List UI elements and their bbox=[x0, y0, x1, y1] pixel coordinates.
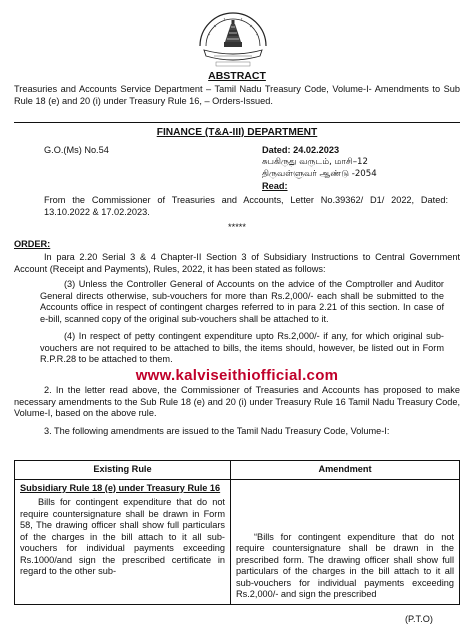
department-heading: FINANCE (T&A-III) DEPARTMENT bbox=[156, 127, 318, 138]
watermark-url: www.kalviseithiofficial.com bbox=[135, 367, 339, 384]
quote-clause-4: (4) In respect of petty contingent expenditure upto Rs.2,000/- if any, for which original sub-vouchers are not required to be attached to bills, the items should, however, be listed out in Form R.P.R.28 to be attached to them. bbox=[40, 331, 444, 365]
tamil-year-line: திருவள்ளுவர் ஆண்டு -2054 bbox=[262, 169, 377, 179]
table-row bbox=[15, 479, 460, 604]
amendment-cell bbox=[231, 479, 460, 604]
dated: Dated: 24.02.2023 bbox=[262, 145, 340, 155]
rule-subheading: Subsidiary Rule 18 (e) under Treasury Rule 16 bbox=[20, 482, 221, 493]
go-number: G.O.(Ms) No.54 bbox=[44, 145, 109, 155]
read-label: Read: bbox=[262, 181, 288, 191]
order-label: ORDER: bbox=[14, 239, 51, 249]
divider-top bbox=[14, 122, 460, 123]
order-para-2: 2. In the letter read above, the Commissioner of Treasuries and Accounts has proposed to make necessary amendments to the Sub Rule 18 (e) and 20 (i) under Treasury Rule 16 Tamil Nadu Treasury Code, Volume-I, based on the above rule. bbox=[14, 385, 460, 419]
read-reference: From the Commissioner of Treasuries and Accounts, Letter No.39362/ D1/ 2022, Dated: 13.10.2022 & 17.02.2023. bbox=[44, 195, 448, 217]
table-header-row bbox=[15, 461, 460, 480]
amendment-text: “Bills for contingent expenditure that do not require countersignature shall be drawn in the prescribed form. The drawing officer shall show full particulars of the charges in the bill attach to it all sub-vouchers for individual payments exceeding Rs.2,000/- and sign the prescribed bbox=[236, 531, 454, 599]
col-existing-rule-header: Existing Rule bbox=[15, 461, 231, 480]
existing-rule-cell bbox=[15, 479, 231, 604]
abstract-subject: Treasuries and Accounts Service Department – Tamil Nadu Treasury Code, Volume-I- Amendments to Sub Rule 18 (e) and 20 (i) under Treasury Rule 16, – Orders-Issued. bbox=[14, 84, 460, 106]
quote-clause-3: (3) Unless the Controller General of Accounts on the advice of the Comptroller and Auditor General directs otherwise, sub-vouchers for more than Rs.2,000/- each shall be submitted to the Accounts office in respect of contingent charges referred to in para 2.21 of this section. In case of e-bill, scanned copy of the original sub-vouchers shall be attached to it. bbox=[40, 279, 444, 324]
government-emblem bbox=[194, 6, 272, 68]
tamil-date-line: சுபகிருது வருடம், மாசி–12 bbox=[262, 157, 368, 167]
stars-separator: ***** bbox=[228, 222, 246, 232]
amendment-table bbox=[14, 460, 460, 605]
col-amendment-header: Amendment bbox=[231, 461, 460, 480]
page-turn-note: (P.T.O) bbox=[405, 614, 433, 624]
order-para-1: In para 2.20 Serial 3 & 4 Chapter-II Section 3 of Subsidiary Instructions to Central Government Account (Receipt and Payments), Rules, 2022, it has been stated as follows: bbox=[14, 252, 460, 274]
order-para-3: 3. The following amendments are issued to the Tamil Nadu Treasury Code, Volume-I: bbox=[44, 426, 390, 436]
abstract-heading: ABSTRACT bbox=[208, 70, 266, 82]
existing-rule-text: Bills for contingent expenditure that do not require countersignature shall be drawn in Form 58, The drawing officer shall show full particulars of the charges in the bill attach to it all sub-vouchers for individual payments exceeding Rs.1000/and sign the prescribed certificate in regard to the other sub- bbox=[20, 497, 225, 576]
